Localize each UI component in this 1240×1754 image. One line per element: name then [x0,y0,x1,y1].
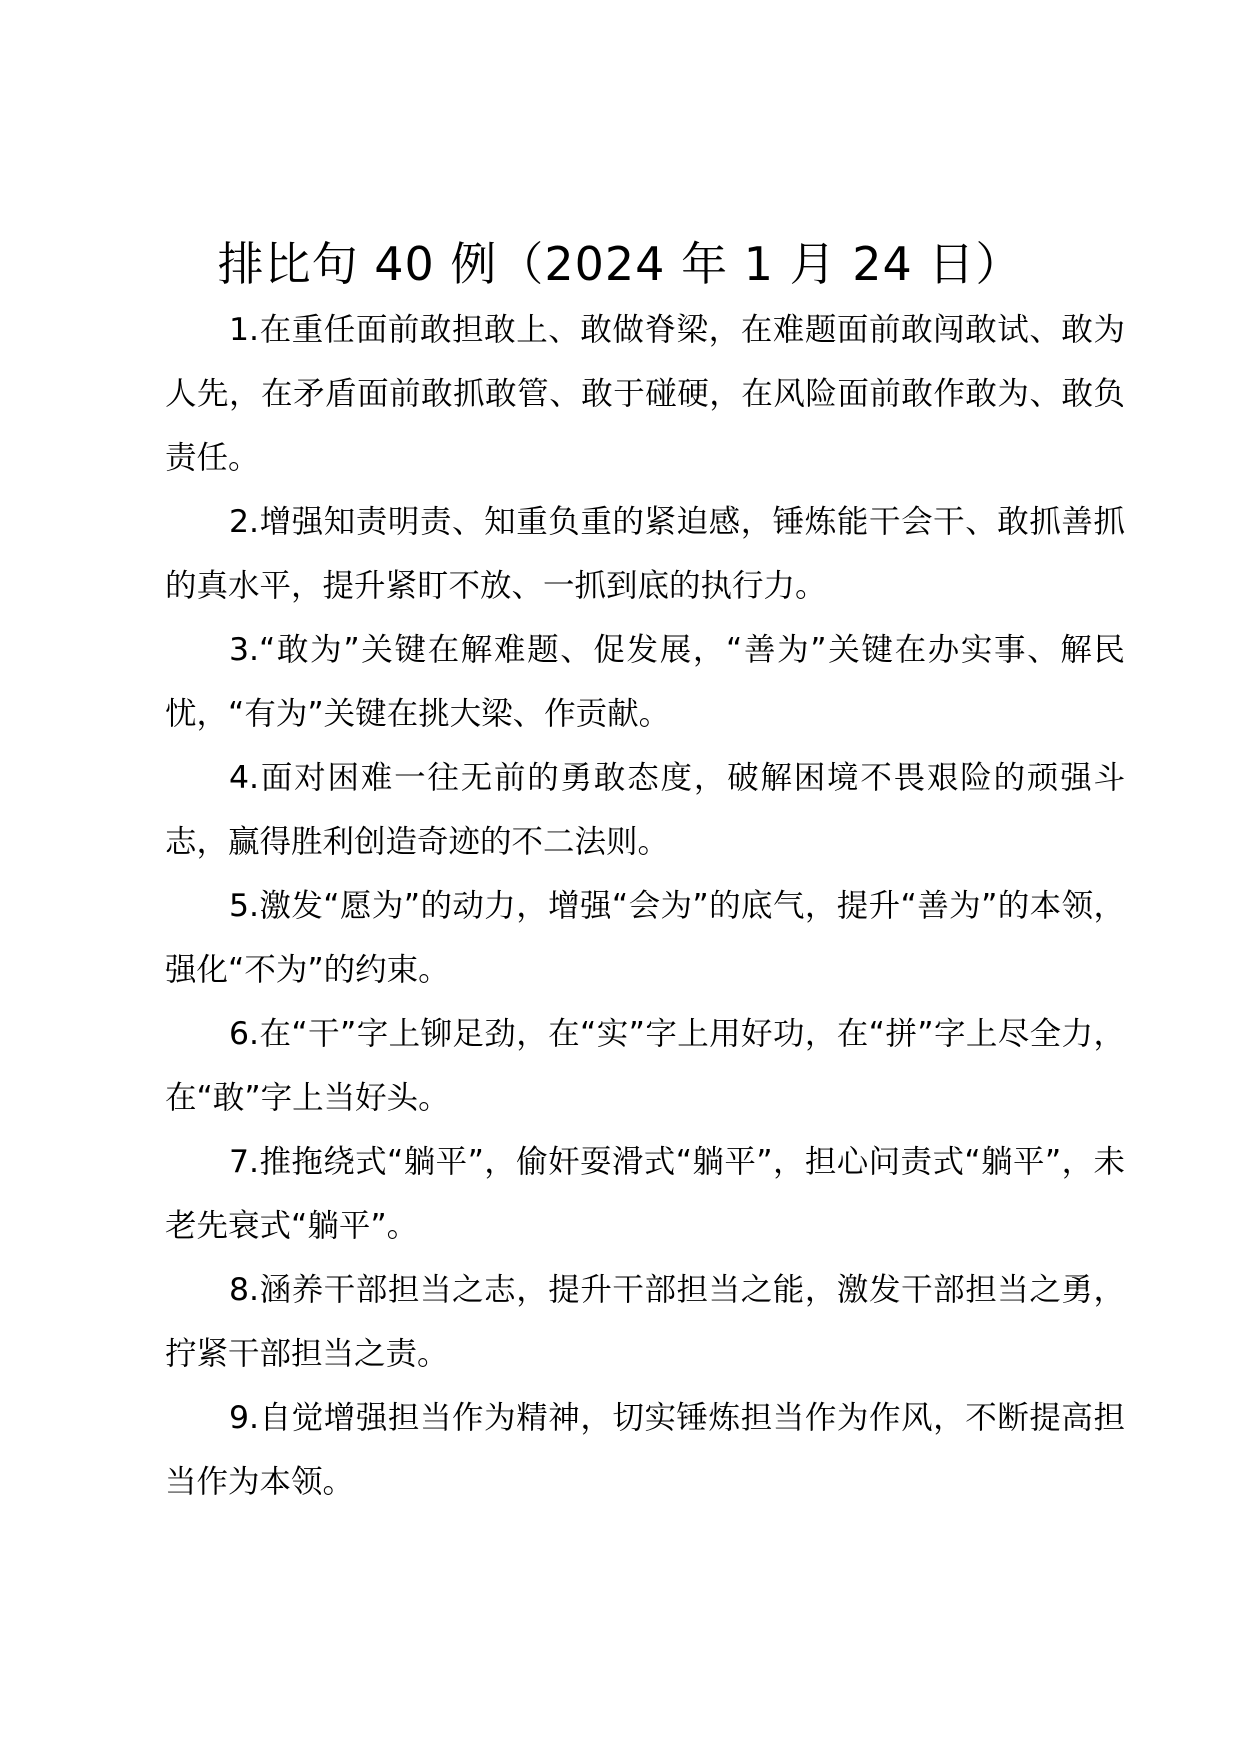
paragraph-8: 8.涵养干部担当之志，提升干部担当之能，激发干部担当之勇，拧紧干部担当之责。 [165,1272,1125,1372]
paragraph-3: 3.“敢为”关键在解难题、促发展，“善为”关键在办实事、解民忧，“有为”关键在挑大梁、作贡献。 [165,632,1125,732]
paragraph-6: 6.在“干”字上铆足劲，在“实”字上用好功，在“拼”字上尽全力，在“敢”字上当好头。 [165,1016,1125,1116]
paragraph-2: 2.增强知责明责、知重负重的紧迫感，锤炼能干会干、敢抓善抓的真水平，提升紧盯不放、一抓到底的执行力。 [165,504,1125,604]
document-body [165,298,1125,1514]
paragraph-7: 7.推拖绕式“躺平”，偷奸耍滑式“躺平”，担心问责式“躺平”，未老先衰式“躺平”。 [165,1144,1125,1244]
paragraph-9: 9.自觉增强担当作为精神，切实锤炼担当作为作风，不断提高担当作为本领。 [165,1400,1125,1500]
paragraph-4: 4.面对困难一往无前的勇敢态度，破解困境不畏艰险的顽强斗志，赢得胜利创造奇迹的不二法则。 [165,760,1125,860]
document-title: 排比句 40 例（2024 年 1 月 24 日） [217,237,1023,291]
paragraph-5: 5.激发“愿为”的动力，增强“会为”的底气，提升“善为”的本领，强化“不为”的约束。 [165,888,1125,988]
paragraph-1: 1.在重任面前敢担敢上、敢做脊梁，在难题面前敢闯敢试、敢为人先，在矛盾面前敢抓敢管、敢于碰硬，在风险面前敢作敢为、敢负责任。 [165,312,1125,476]
